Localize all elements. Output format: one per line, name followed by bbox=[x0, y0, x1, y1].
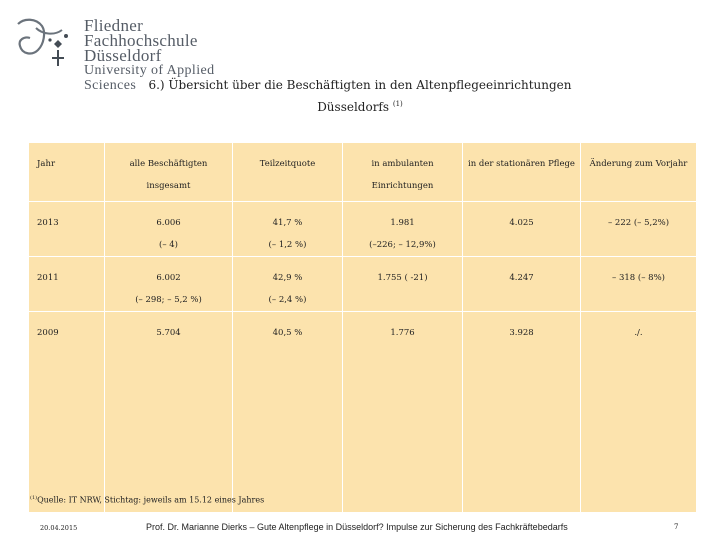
table-cell: 1.981 (–226; – 12,9%) bbox=[343, 202, 463, 257]
table-cell: 4.247 bbox=[463, 257, 581, 312]
table-row bbox=[29, 312, 697, 513]
table-cell: 2009 bbox=[29, 312, 105, 513]
table-cell: 5.704 bbox=[105, 312, 233, 513]
header-cell: in ambulanten Einrichtungen bbox=[343, 143, 463, 202]
logo-line-1: Fliedner Fachhochschule bbox=[84, 16, 198, 50]
table-cell: 6.006 (– 4) bbox=[105, 202, 233, 257]
page-number: 7 bbox=[674, 523, 679, 531]
header-cell: Jahr bbox=[29, 143, 105, 202]
header-cell: Änderung zum Vorjahr bbox=[581, 143, 697, 202]
table-cell: 4.025 bbox=[463, 202, 581, 257]
table-cell: 2011 bbox=[29, 257, 105, 312]
table-cell: – 318 (– 8%) bbox=[581, 257, 697, 312]
source-footnote-mark: (1) bbox=[30, 495, 38, 501]
table-row bbox=[29, 202, 697, 257]
page-title-line-1: 6.) Übersicht über die Beschäftigten in den Altenpflegeeinrichtungen bbox=[148, 78, 572, 92]
title-text: Düsseldorfs bbox=[317, 100, 390, 114]
footer-text: Prof. Dr. Marianne Dierks – Gute Altenpflege in Düsseldorf? Impulse zur Sicherung des Fachkräftebedarfs bbox=[146, 522, 568, 532]
logo-line-3: University of Applied Sciences bbox=[84, 63, 215, 93]
logo-line-2: Düsseldorf bbox=[84, 46, 162, 65]
table-row bbox=[29, 257, 697, 312]
header-cell: in der stationären Pflege bbox=[463, 143, 581, 202]
table-cell: – 222 (– 5,2%) bbox=[581, 202, 697, 257]
employee-table bbox=[28, 142, 697, 513]
dove-cross-icon bbox=[14, 14, 76, 68]
table-cell: 2013 bbox=[29, 202, 105, 257]
header-cell: alle Beschäftigten insgesamt bbox=[105, 143, 233, 202]
table-cell: 1.776 bbox=[343, 312, 463, 513]
source-note bbox=[30, 495, 264, 505]
table-cell: 1.755 ( -21) bbox=[343, 257, 463, 312]
page-title-line-2 bbox=[0, 100, 720, 114]
footer-date: 20.04.2015 bbox=[40, 524, 78, 532]
table-header-row bbox=[29, 143, 697, 202]
table-cell: 6.002 (– 298; – 5,2 %) bbox=[105, 257, 233, 312]
logo bbox=[14, 14, 254, 93]
table-cell: ./. bbox=[581, 312, 697, 513]
table-cell: 3.928 bbox=[463, 312, 581, 513]
table-cell: 42,9 % (– 2,4 %) bbox=[233, 257, 343, 312]
table-cell: 40,5 % bbox=[233, 312, 343, 513]
source-text: Quelle: IT NRW, Stichtag: jeweils am 15.12 eines Jahres bbox=[37, 495, 265, 505]
table-cell: 41,7 % (– 1,2 %) bbox=[233, 202, 343, 257]
header-cell: Teilzeitquote bbox=[233, 143, 343, 202]
title-footnote-mark: (1) bbox=[392, 100, 403, 108]
